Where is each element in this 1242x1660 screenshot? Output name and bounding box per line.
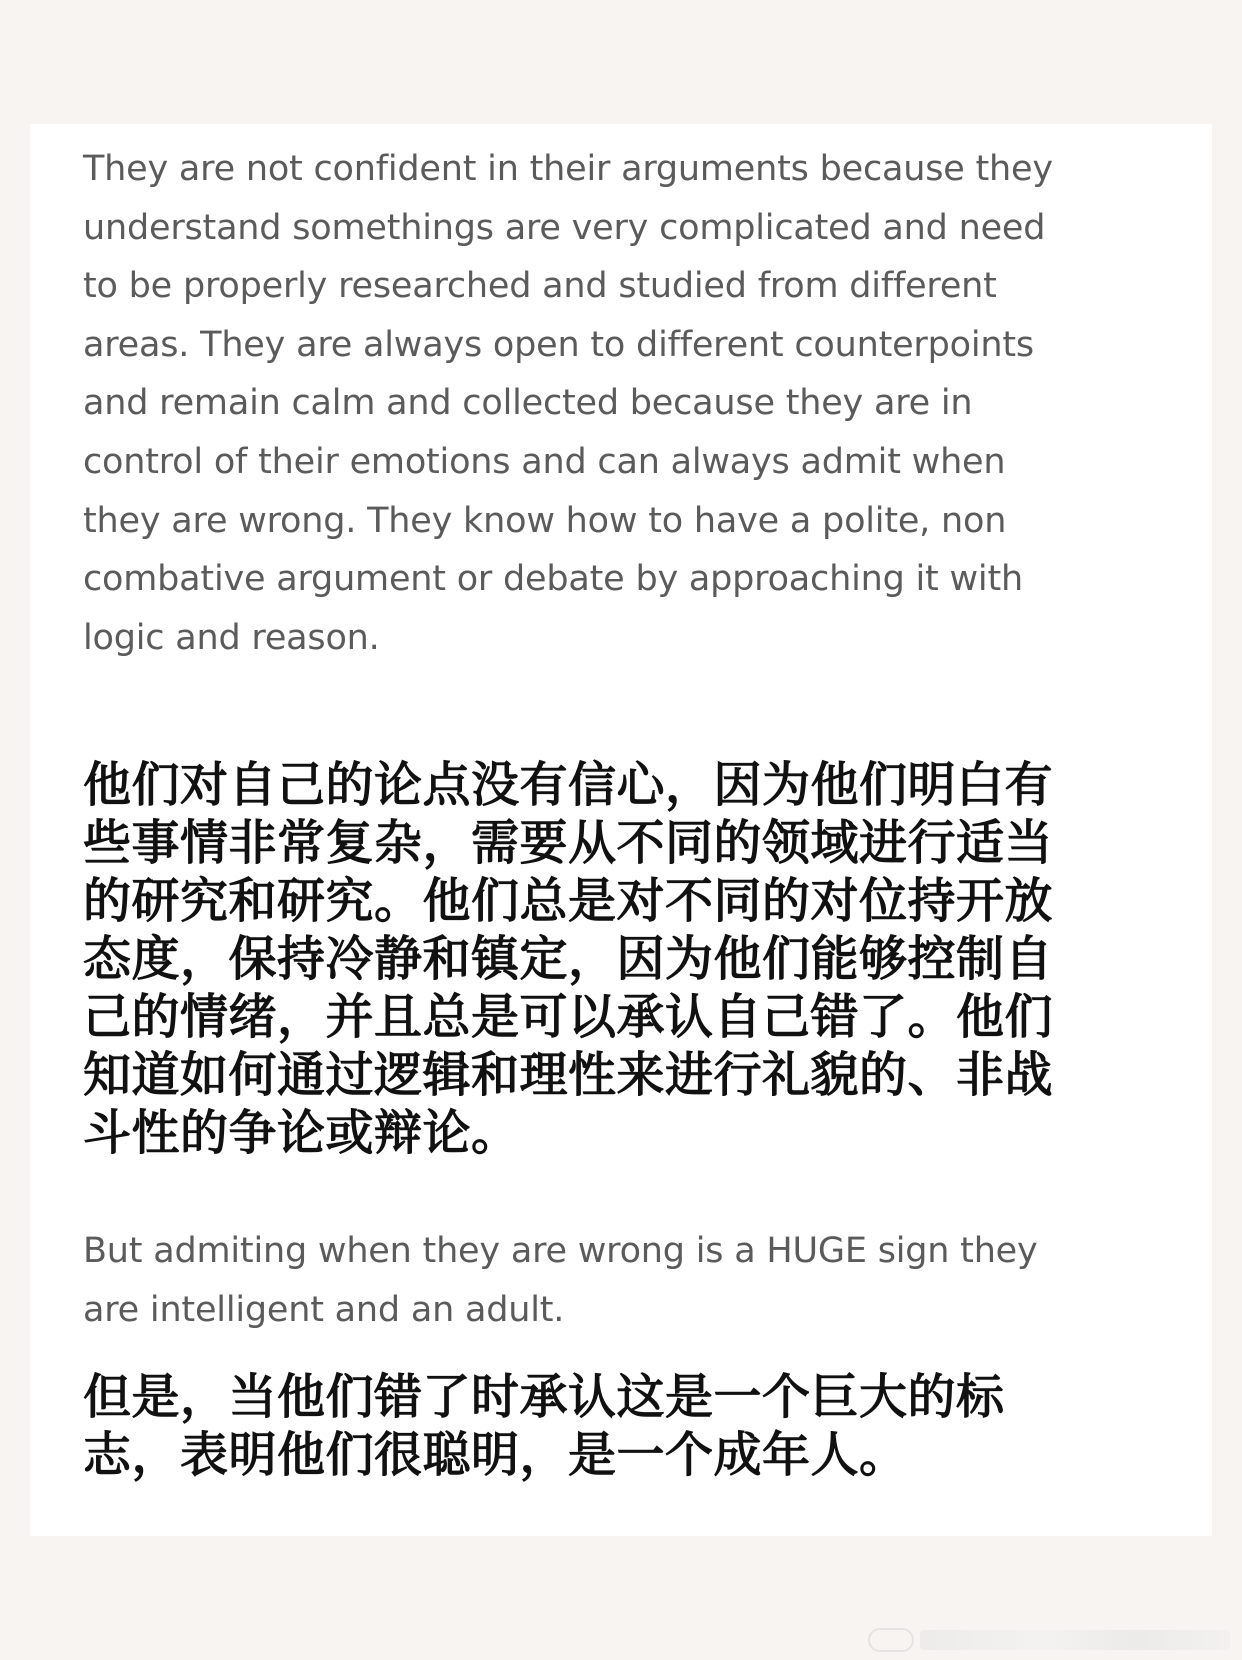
- paragraph-english-1: They are not confident in their arguments because they understand somethings are very complicated and need to be properly researched and studied from different areas. They are always open to different counterpoints and remain calm and collected because they are in control of their emotions and can always admit when they are wrong. They know how to have a polite, non combative argument or debate by approaching it with logic and reason.: [83, 149, 1053, 658]
- watermark-icon: [868, 1628, 1230, 1652]
- watermark-text-blur: [920, 1630, 1230, 1650]
- paragraph-chinese-1: 他们对自己的论点没有信心，因为他们明白有些事情非常复杂，需要从不同的领域进行适当的研究和研究。他们总是对不同的对位持开放态度，保持冷静和镇定，因为他们能够控制自己的情绪，并且总是可以承认自己错了。他们知道如何通过逻辑和理性来进行礼貌的、非战斗性的争论或辩论。: [83, 757, 1054, 1161]
- paragraph-english-2: But admiting when they are wrong is a HUGE sign they are intelligent and an adult.: [83, 1231, 1038, 1330]
- paragraph-chinese-2: 但是，当他们错了时承认这是一个巨大的标志，表明他们很聪明，是一个成年人。: [83, 1369, 1005, 1483]
- content-card: [30, 124, 1212, 1536]
- watermark-logo-icon: [868, 1628, 914, 1652]
